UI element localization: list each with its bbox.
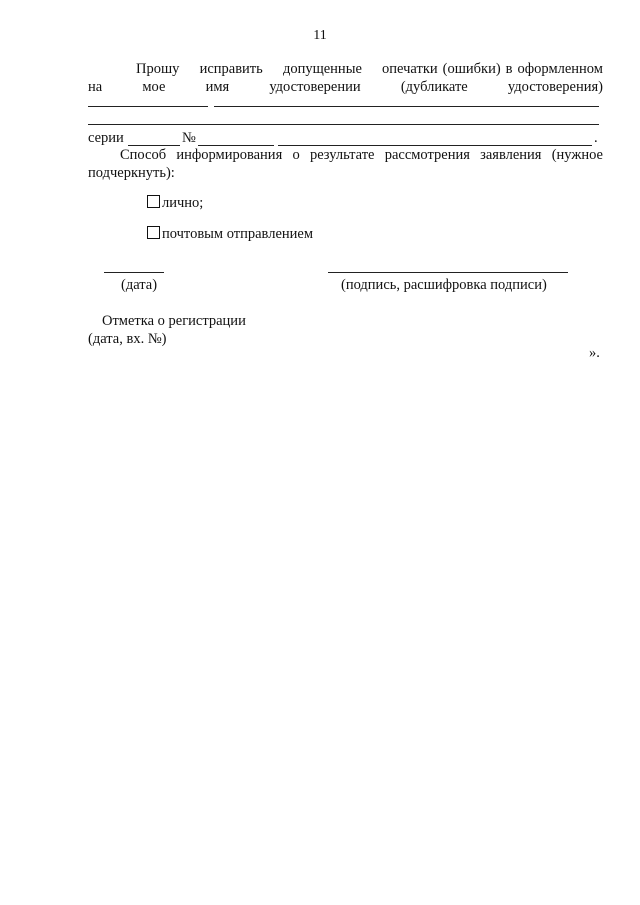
checkbox-icon[interactable] — [147, 226, 160, 239]
word: рассмотрения — [384, 147, 470, 163]
word: Прошу — [136, 61, 180, 77]
blank-line[interactable] — [88, 106, 208, 107]
word: исправить — [199, 61, 263, 77]
signature-caption: (подпись, расшифровка подписи) — [341, 277, 547, 293]
request-line-2 — [88, 78, 603, 96]
number-label: № — [182, 130, 196, 146]
date-field[interactable] — [104, 272, 164, 273]
word-group — [382, 60, 603, 78]
checkbox-icon[interactable] — [147, 195, 160, 208]
registration-line-1: Отметка о регистрации — [102, 313, 246, 329]
blank-line[interactable] — [88, 124, 599, 125]
request-line-1 — [136, 60, 603, 78]
word: (дубликате — [400, 79, 468, 95]
notification-line-1 — [120, 146, 603, 164]
closing-mark: ». — [589, 345, 600, 361]
word: на — [88, 79, 103, 95]
notification-line-2: подчеркнуть): — [88, 165, 175, 181]
option-label: почтовым отправлением — [162, 226, 314, 242]
word: удостоверении — [269, 79, 361, 95]
word: в — [505, 61, 513, 77]
option-label: лично; — [162, 195, 204, 211]
word: (нужное — [551, 147, 603, 163]
word: допущенные — [282, 61, 362, 77]
word: заявления — [480, 147, 542, 163]
word: информирования — [176, 147, 283, 163]
word: Способ — [120, 147, 167, 163]
word: о — [292, 147, 300, 163]
word: (ошибки) — [442, 61, 501, 77]
word: опечатки — [382, 61, 438, 77]
word: имя — [205, 79, 230, 95]
word: удостоверения) — [507, 79, 603, 95]
blank-line[interactable] — [214, 106, 599, 107]
page-number: 11 — [313, 28, 327, 43]
series-label: серии — [88, 130, 124, 146]
option-by-post[interactable] — [147, 225, 313, 243]
date-caption: (дата) — [121, 277, 158, 293]
end-punct: . — [594, 130, 598, 146]
registration-line-2: (дата, вх. №) — [88, 331, 167, 347]
word: мое — [142, 79, 166, 95]
option-in-person[interactable] — [147, 194, 203, 212]
signature-field[interactable] — [328, 272, 568, 273]
word: оформленном — [517, 61, 603, 77]
word: результате — [309, 147, 375, 163]
